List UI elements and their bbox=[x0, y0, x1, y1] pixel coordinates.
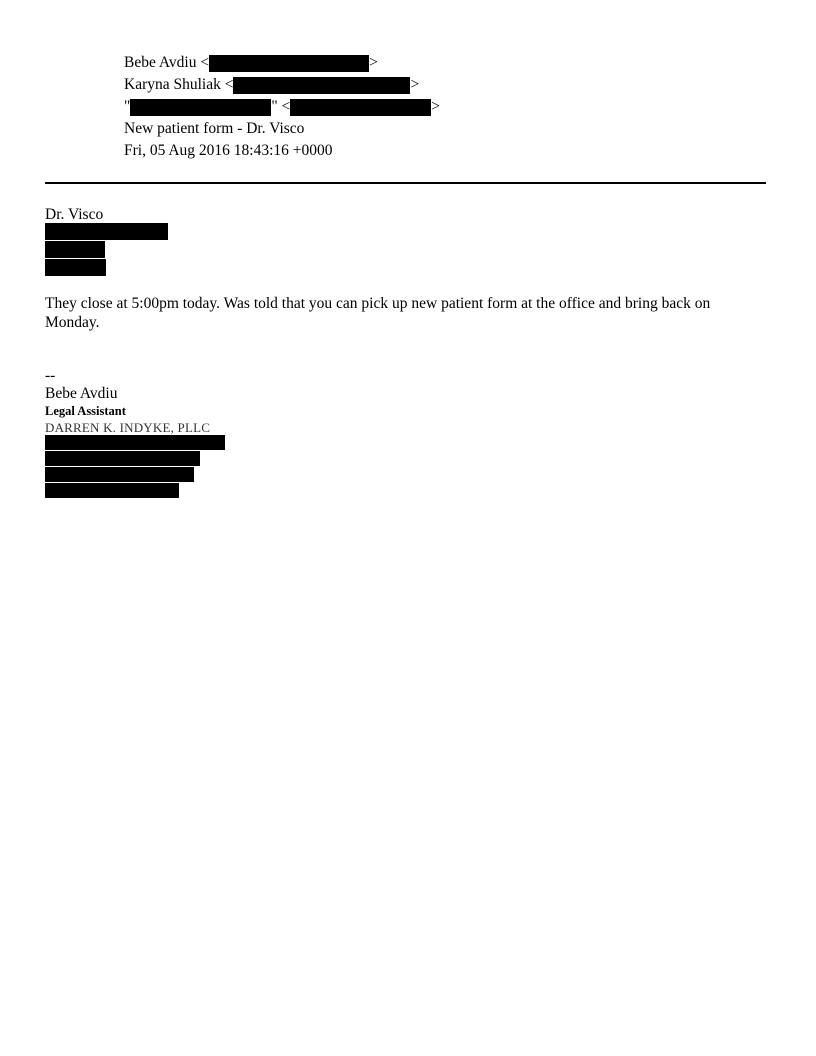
redaction-box bbox=[209, 55, 369, 72]
redaction-box bbox=[290, 99, 431, 116]
redaction-box bbox=[45, 259, 106, 276]
subject-value: New patient form - Dr. Visco bbox=[124, 120, 305, 137]
to-value bbox=[124, 75, 419, 95]
message-paragraph: They close at 5:00pm today. Was told that you can pick up new patient form at the office and bring back on Monday. bbox=[45, 295, 711, 331]
redaction-box bbox=[45, 223, 168, 240]
greeting: Dr. Visco bbox=[45, 206, 104, 223]
cc-value bbox=[124, 97, 440, 117]
cc-open-quote: " bbox=[124, 98, 131, 115]
date-value: Fri, 05 Aug 2016 18:43:16 +0000 bbox=[124, 142, 333, 159]
header-divider bbox=[45, 182, 766, 184]
to-close: > bbox=[410, 76, 420, 93]
to-name: Karyna Shuliak < bbox=[124, 76, 234, 93]
signature-title: Legal Assistant bbox=[45, 404, 126, 418]
signature-firm: DARREN K. INDYKE, PLLC bbox=[45, 420, 211, 435]
signature-name: Bebe Avdiu bbox=[45, 385, 118, 402]
cc-mid: " < bbox=[271, 98, 291, 115]
redaction-box bbox=[45, 451, 200, 466]
redaction-box bbox=[45, 435, 225, 450]
from-name: Bebe Avdiu < bbox=[124, 54, 210, 71]
redaction-box bbox=[45, 241, 105, 258]
redaction-box bbox=[45, 483, 179, 498]
from-value bbox=[124, 53, 378, 73]
redaction-box bbox=[233, 77, 410, 94]
signature-separator: -- bbox=[45, 367, 56, 384]
redaction-box bbox=[130, 99, 271, 116]
from-close: > bbox=[369, 54, 378, 71]
redaction-box bbox=[45, 467, 194, 482]
cc-close: > bbox=[431, 98, 441, 115]
